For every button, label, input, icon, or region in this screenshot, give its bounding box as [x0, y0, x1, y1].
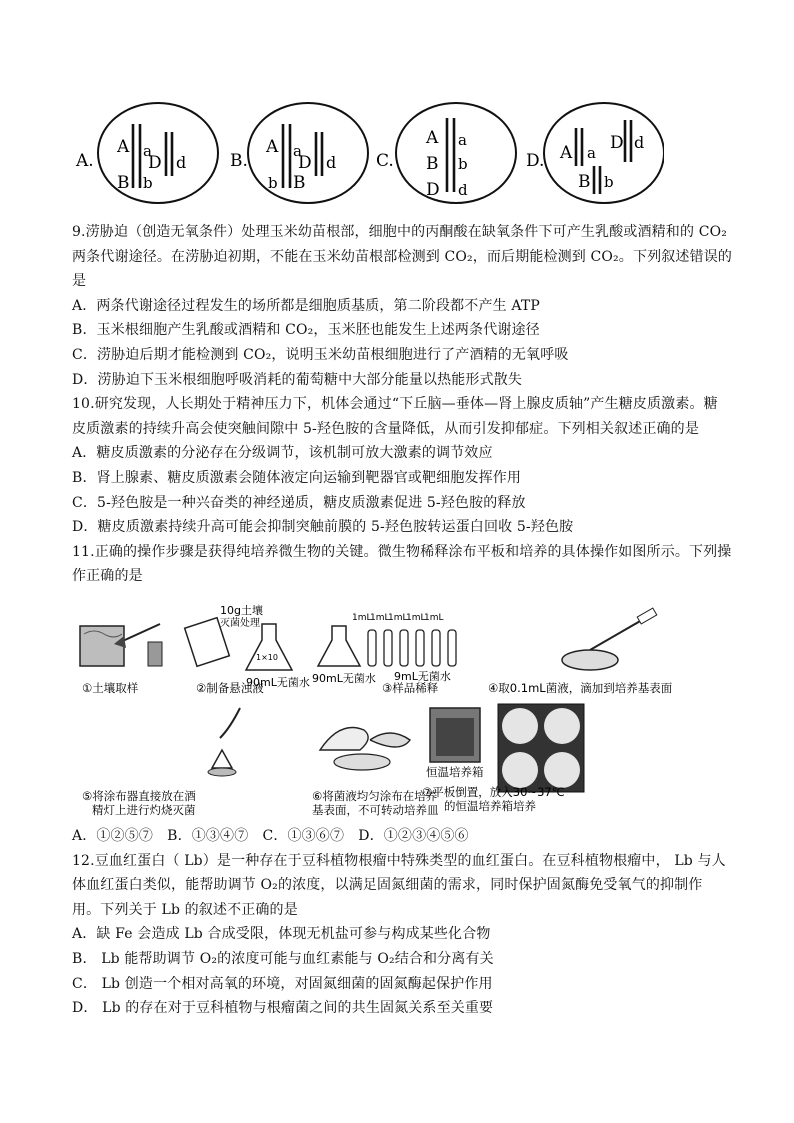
svg-text:C.: C.	[376, 151, 394, 171]
q12-option-b: B． Lb 能帮助调节 O₂的浓度可能与血红素能与 O₂结合和分离有关	[72, 950, 494, 967]
dilution-illustration	[312, 613, 456, 685]
suspension-illustration	[185, 603, 310, 689]
q12-stem-line-1: 12.豆血红蛋白（ Lb）是一种存在于豆科植物根瘤中特殊类型的血红蛋白。在豆科植物根瘤中， Lb 与人	[72, 852, 726, 869]
step-1-caption: ①土壤取样	[82, 681, 139, 695]
svg-text:1mL: 1mL	[424, 613, 444, 623]
step-6-caption-2: 基表面，不可转动培养皿	[312, 803, 439, 817]
svg-text:A: A	[266, 137, 279, 157]
svg-text:A: A	[117, 137, 130, 157]
svg-text:a: a	[293, 142, 302, 160]
q10-option-d: D．糖皮质激素持续升高可能会抑制突触前膜的 5-羟色胺转运蛋白回收 5-羟色胺	[72, 519, 574, 536]
svg-text:90mL无菌水: 90mL无菌水	[246, 676, 310, 689]
svg-text:a: a	[143, 142, 152, 160]
q9-option-b: B．玉米根细胞产生乳酸或酒精和 CO₂，玉米胚也能发生上述两条代谢途径	[72, 322, 540, 339]
svg-text:D: D	[148, 153, 162, 173]
svg-text:1mL: 1mL	[406, 613, 426, 623]
svg-text:1mL: 1mL	[388, 613, 408, 623]
svg-text:d: d	[326, 153, 337, 172]
step-5-caption-1: ⑤将涂布器直接放在酒	[82, 789, 196, 803]
svg-text:A: A	[426, 128, 439, 148]
option-a-label: A.	[76, 151, 94, 171]
q11-stem-line-2: 作正确的是	[72, 568, 143, 585]
q10-stem-line-2: 皮质激素的持续升高会使突触间隙中 5-羟色胺的含量降低，从而引发抑郁症。下列相关叙述正确的是	[72, 420, 699, 437]
svg-text:D.: D.	[526, 151, 545, 171]
q10-option-a: A．糖皮质激素的分泌存在分级调节，该机制可放大激素的调节效应	[72, 445, 493, 462]
q9-option-c: C．涝胁迫后期才能检测到 CO₂，说明玉米幼苗根细胞进行了产酒精的无氧呼吸	[72, 346, 569, 363]
svg-text:10g土壤: 10g土壤	[220, 604, 263, 617]
q9-stem-line-1: 9.涝胁迫（创造无氧条件）处理玉米幼苗根部，细胞中的丙酮酸在缺氧条件下可产生乳酸或酒精和的 CO₂	[72, 224, 727, 240]
flame-sterilize-illustration	[208, 708, 240, 776]
q12-option-d: D． Lb 的存在对于豆科植物与根瘤菌之间的共生固氮关系至关重要	[72, 1000, 494, 1017]
svg-text:1×10: 1×10	[256, 653, 278, 662]
incubator-illustration	[426, 704, 584, 792]
procedure-figure	[70, 600, 710, 820]
spreading-illustration	[320, 728, 410, 771]
q9-stem-line-2: 两条代谢途径。在涝胁迫初期，不能在玉米幼苗根部检测到 CO₂，而后期能检测到 CO₂。下列叙述错误的	[72, 248, 733, 265]
step-7-caption-2: 的恒温培养箱培养	[444, 799, 536, 813]
q9-stem-line-3: 是	[72, 273, 87, 290]
step-2-caption: ②制备悬浊液	[196, 681, 264, 695]
step-3-caption: ③样品稀释	[382, 681, 439, 695]
q11-options: A．①②⑤⑦ B．①③④⑦ C．①③⑥⑦ D．①②③④⑤⑥	[72, 828, 469, 844]
svg-text:恒温培养箱: 恒温培养箱	[426, 765, 484, 779]
q10-option-b: B．肾上腺素、糖皮质激素会随体液定向运输到靶器官或靶细胞发挥作用	[72, 469, 522, 486]
svg-text:D: D	[426, 180, 440, 200]
svg-text:a: a	[458, 131, 467, 149]
q10-option-c: C．5-羟色胺是一种兴奋类的神经递质，糖皮质激素促进 5-羟色胺的释放	[72, 494, 526, 511]
option-b-diagram	[230, 103, 368, 203]
option-a-diagram	[75, 103, 218, 203]
svg-text:1mL: 1mL	[370, 613, 390, 623]
option-c-diagram	[376, 103, 516, 203]
svg-text:B: B	[578, 172, 591, 192]
q9-option-a: A．两条代谢途径过程发生的场所都是细胞质基质，第二阶段都不产生 ATP	[72, 297, 540, 314]
question-text	[72, 220, 733, 589]
pipette-plate-illustration	[562, 608, 657, 670]
q9-option-d: D．涝胁迫下玉米根细胞呼吸消耗的葡萄糖中大部分能量以热能形式散失	[72, 371, 523, 388]
soil-sampling-illustration	[80, 624, 162, 666]
q12-option-a: A．缺 Fe 会造成 Lb 合成受限，体现无机盐可参与构成某些化合物	[72, 926, 491, 943]
svg-text:d: d	[176, 153, 187, 172]
svg-text:B: B	[117, 173, 130, 193]
svg-text:灭菌处理: 灭菌处理	[220, 618, 260, 629]
step-6-caption-1: ⑥将菌液均匀涂布在培养	[312, 789, 438, 803]
svg-text:b: b	[143, 174, 153, 192]
svg-text:B.: B.	[230, 151, 248, 171]
svg-text:A: A	[560, 143, 573, 163]
chromosome-options-figure	[72, 96, 664, 206]
svg-text:1mL: 1mL	[352, 613, 372, 623]
svg-text:b: b	[458, 155, 468, 173]
svg-text:b: b	[268, 174, 278, 192]
svg-text:D: D	[298, 153, 312, 173]
svg-text:a: a	[587, 144, 596, 162]
step-4-caption: ④取0.1mL菌液，滴加到培养基表面	[488, 681, 673, 695]
q12-stem-line-3: 用。下列关于 Lb 的叙述不正确的是	[72, 901, 298, 918]
svg-text:d: d	[634, 133, 645, 152]
svg-text:D: D	[610, 133, 624, 153]
step-7-caption-1: ⑦平板倒置，放入30~37℃	[422, 785, 565, 799]
question-text-lower	[72, 824, 726, 1021]
svg-text:90mL无菌水: 90mL无菌水	[312, 672, 376, 685]
svg-text:d: d	[458, 181, 468, 199]
option-d-diagram	[526, 103, 664, 203]
step-5-caption-2: 精灯上进行灼烧灭菌	[92, 803, 196, 817]
svg-text:B: B	[293, 173, 306, 193]
svg-text:b: b	[604, 173, 614, 191]
q12-stem-line-2: 体血红蛋白类似，能帮助调节 O₂的浓度，以满足固氮细菌的需求，同时保护固氮酶免受氧气的抑制作	[72, 877, 703, 894]
q11-stem-line-1: 11.正确的操作步骤是获得纯培养微生物的关键。微生物稀释涂布平板和培养的具体操作如图所示。下列操	[72, 543, 732, 560]
svg-text:B: B	[426, 154, 439, 174]
svg-text:9mL无菌水: 9mL无菌水	[394, 670, 451, 683]
q12-option-c: C． Lb 创造一个相对高氧的环境，对固氮细菌的固氮酶起保护作用	[72, 975, 493, 992]
q10-stem-line-1: 10.研究发现，人长期处于精神压力下，机体会通过“下丘脑—垂体—肾上腺皮质轴”产生糖皮质激素。糖	[72, 396, 718, 413]
